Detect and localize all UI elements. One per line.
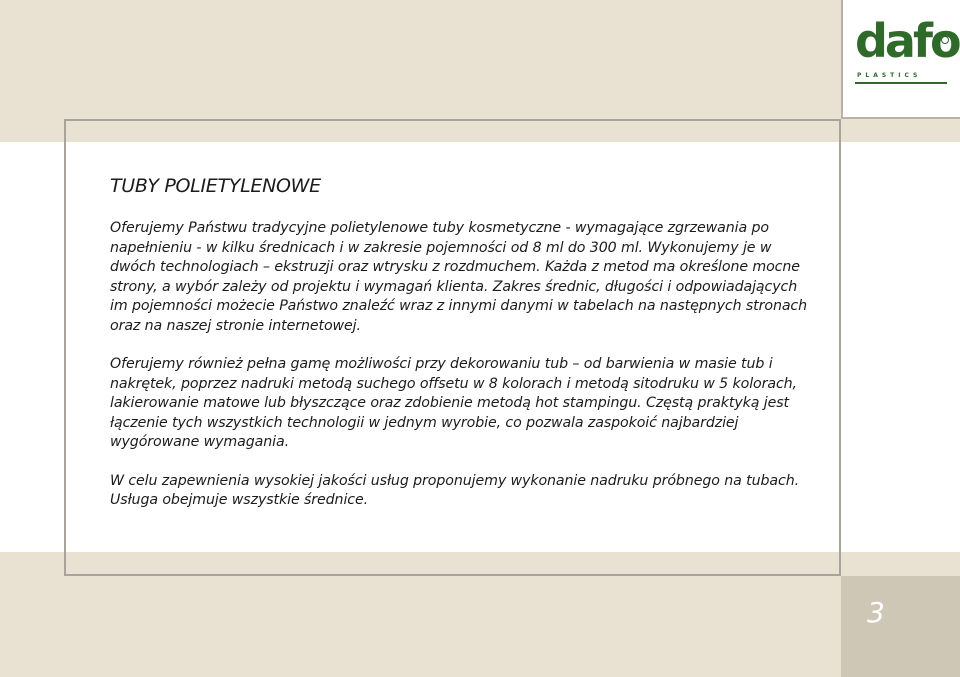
page-title: TUBY POLIETYLENOWE: [110, 175, 321, 197]
paragraph-test-print: W celu zapewnienia wysokiej jakości usług proponujemy wykonanie nadruku próbnego na tubach. Usługa obejmuje wszystkie średnice.: [110, 472, 800, 508]
paragraph-intro: Oferujemy Państwu tradycyjne polietylenowe tuby kosmetyczne - wymagające zgrzewania po napełnieniu - w kilku średnicach i w zakresie pojemności od 8 ml do 300 ml. Wykonujemy je w dwóch technologiach – ekstruzji oraz wtrysku z rozdmuchem. Każda z metod ma określone mocne strony, a wybór zależy od projektu i wymagań klienta. Zakres średnic, długości i odpowiadających im pojemności możecie Państwo znaleźć wraz z innymi danymi w tabelach na następnych stronach oraz na naszej stronie internetowej.: [110, 220, 808, 334]
brand-logo: dafo: [855, 14, 959, 68]
page-number-box: [841, 576, 960, 677]
logo-underline: [855, 82, 947, 84]
registered-mark-icon: [941, 36, 949, 44]
brand-tagline: PLASTICS: [857, 72, 922, 79]
page-number: 3: [867, 596, 885, 629]
paragraph-decoration: Oferujemy również pełna gamę możliwości przy dekorowaniu tub – od barwienia w masie tub i nakrętek, poprzez nadruki metodą suchego offsetu w 8 kolorach i metodą sitodruku w 5 kolorach, lakierowanie matowe lub błyszczące oraz zdobienie metodą hot stampingu. Częstą praktyką jest łączenie tych wszystkich technologii w jednym wyrobie, co pozwala zaspokoić najbardziej wygórowane wymagania.: [110, 356, 797, 450]
main-content: [110, 175, 810, 530]
logo-panel: [841, 0, 960, 119]
